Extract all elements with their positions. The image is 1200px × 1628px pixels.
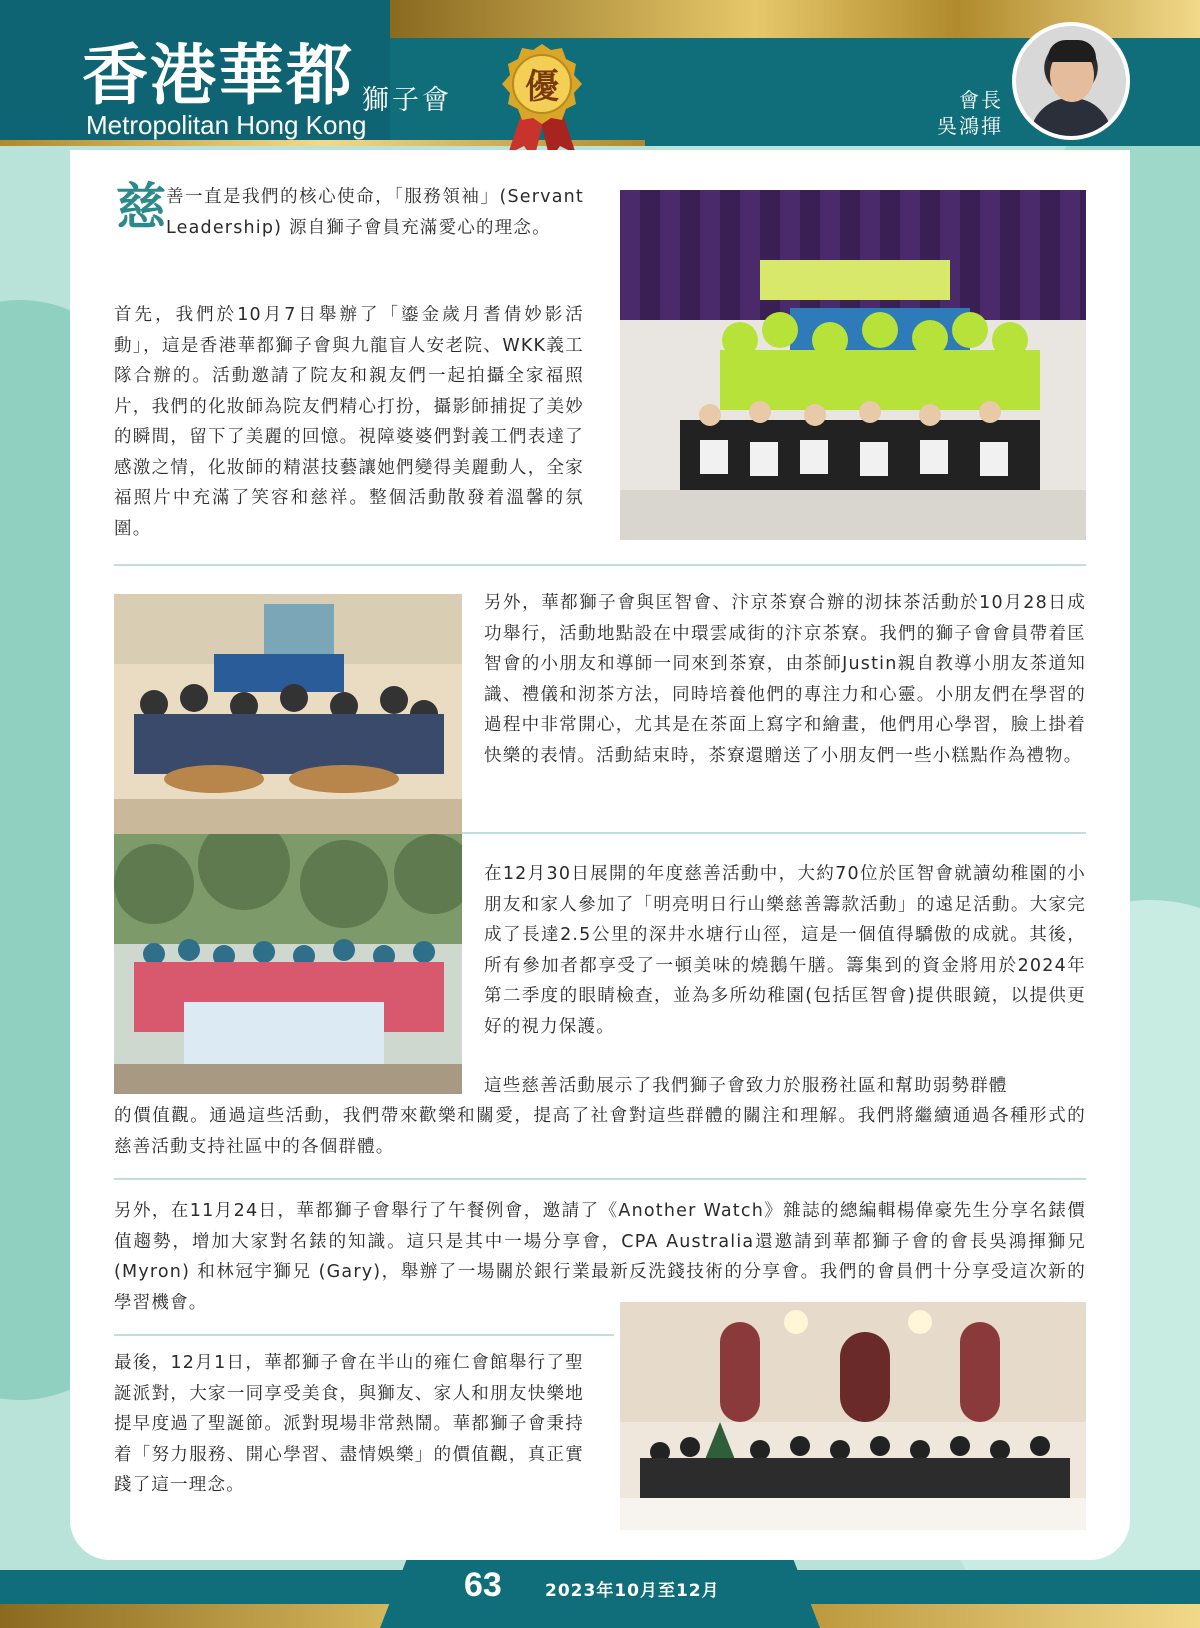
section-divider (114, 564, 1086, 566)
club-title-en: Metropolitan Hong Kong (86, 110, 367, 140)
paragraph-luncheon: 另外，在11月24日，華都獅子會舉行了午餐例會，邀請了《Another Watch》雜誌的總編輯楊偉豪先生分享名錶價值趨勢，增加大家對名錶的知識。這只是其中一場分享會，CPA Australia還邀請到華都獅子會的會長吳鴻揮獅兄 (Myron) 和林冠宇獅兄 (Gary)，舉辦了一場關於銀行業最新反洗錢技術的分享會。我們的會員們十分享受這次新的學習機會。 (114, 1201, 1086, 1313)
club-title-zh: 香港華都 (82, 36, 354, 114)
club-title-suffix: 獅子會 (362, 85, 452, 116)
section-divider (462, 832, 1086, 834)
section-divider (114, 1178, 1086, 1180)
section-divider (114, 1334, 614, 1336)
paragraph-hiking-event: 在12月30日展開的年度慈善活動中，大約70位於匡智會就讀幼稚園的小朋友和家人參加了「明亮明日行山樂慈善籌款活動」的遠足活動。大家完成了長達2.5公里的深井水塘行山徑，這是一個值得驕傲的成就。其後，所有參加者都享受了一頓美味的燒鵝午膳。籌集到的資金將用於2024年第二季度的眼睛檢查，並為多所幼稚園(包括匡智會)提供眼鏡，以提供更好的視力保護。 (484, 864, 1086, 1037)
photo-tea-house-event (114, 594, 462, 834)
page-number: 63 (464, 1566, 502, 1604)
dropcap: 慈 (116, 177, 166, 236)
photo-hiking-event (114, 834, 462, 1094)
president-role: 會長 (959, 88, 1003, 112)
paragraph-photo-event: 首先，我們於10月7日舉辦了「鎏金歲月耆倩妙影活動」，這是香港華都獅子會與九龍盲人安老院、WKK義工隊合辦的。活動邀請了院友和親友們一起拍攝全家福照片，我們的化妝師為院友們精心打扮，攝影師捕捉了美妙的瞬間，留下了美麗的回憶。視障婆婆們對義工們表達了感激之情，化妝師的精湛技藝讓她們變得美麗動人，全家福照片中充滿了笑容和慈祥。整個活動散發着溫馨的氛圍。 (114, 305, 584, 539)
president-portrait (1012, 22, 1130, 140)
president-name: 吳鴻揮 (937, 114, 1003, 138)
paragraph-summary-lead: 這些慈善活動展示了我們獅子會致力於服務社區和幫助弱勢群體 (484, 1076, 1008, 1096)
paragraph-summary: 的價值觀。通過這些活動，我們帶來歡樂和關愛，提高了社會對這些群體的關注和理解。我們將繼續通過各種形式的慈善活動支持社區中的各個群體。 (114, 1106, 1086, 1157)
paragraph-christmas: 最後，12月1日，華都獅子會在半山的雍仁會館舉行了聖誕派對，大家一同享受美食，與獅友、家人和朋友快樂地提早度過了聖誕節。派對現場非常熱鬧。華都獅子會秉持着「努力服務、開心學習、盡情娛樂」的價值觀，真正實踐了這一理念。 (114, 1353, 584, 1495)
issue-date: 2023年10月至12月 (545, 1581, 720, 1601)
photo-christmas-party (620, 1302, 1086, 1530)
paragraph-tea-event: 另外，華都獅子會與匡智會、汴京茶寮合辦的沏抹茶活動於10月28日成功舉行，活動地點設在中環雲咸街的汴京茶寮。我們的獅子會會員帶着匡智會的小朋友和導師一同來到茶寮，由茶師Justin親自教導小朋友茶道知識、禮儀和沏茶方法，同時培養他們的專注力和心靈。小朋友們在學習的過程中非常開心，尤其是在茶面上寫字和繪畫，他們用心學習，臉上掛着快樂的表情。活動結束時，茶寮還贈送了小朋友們一些小糕點作為禮物。 (484, 593, 1086, 766)
award-label: 優 (525, 67, 559, 107)
paragraph-intro: 善一直是我們的核心使命，「服務領袖」(Servant Leadership) 源自獅子會員充滿愛心的理念。 (166, 187, 584, 238)
photo-elderly-home-event (620, 190, 1086, 540)
